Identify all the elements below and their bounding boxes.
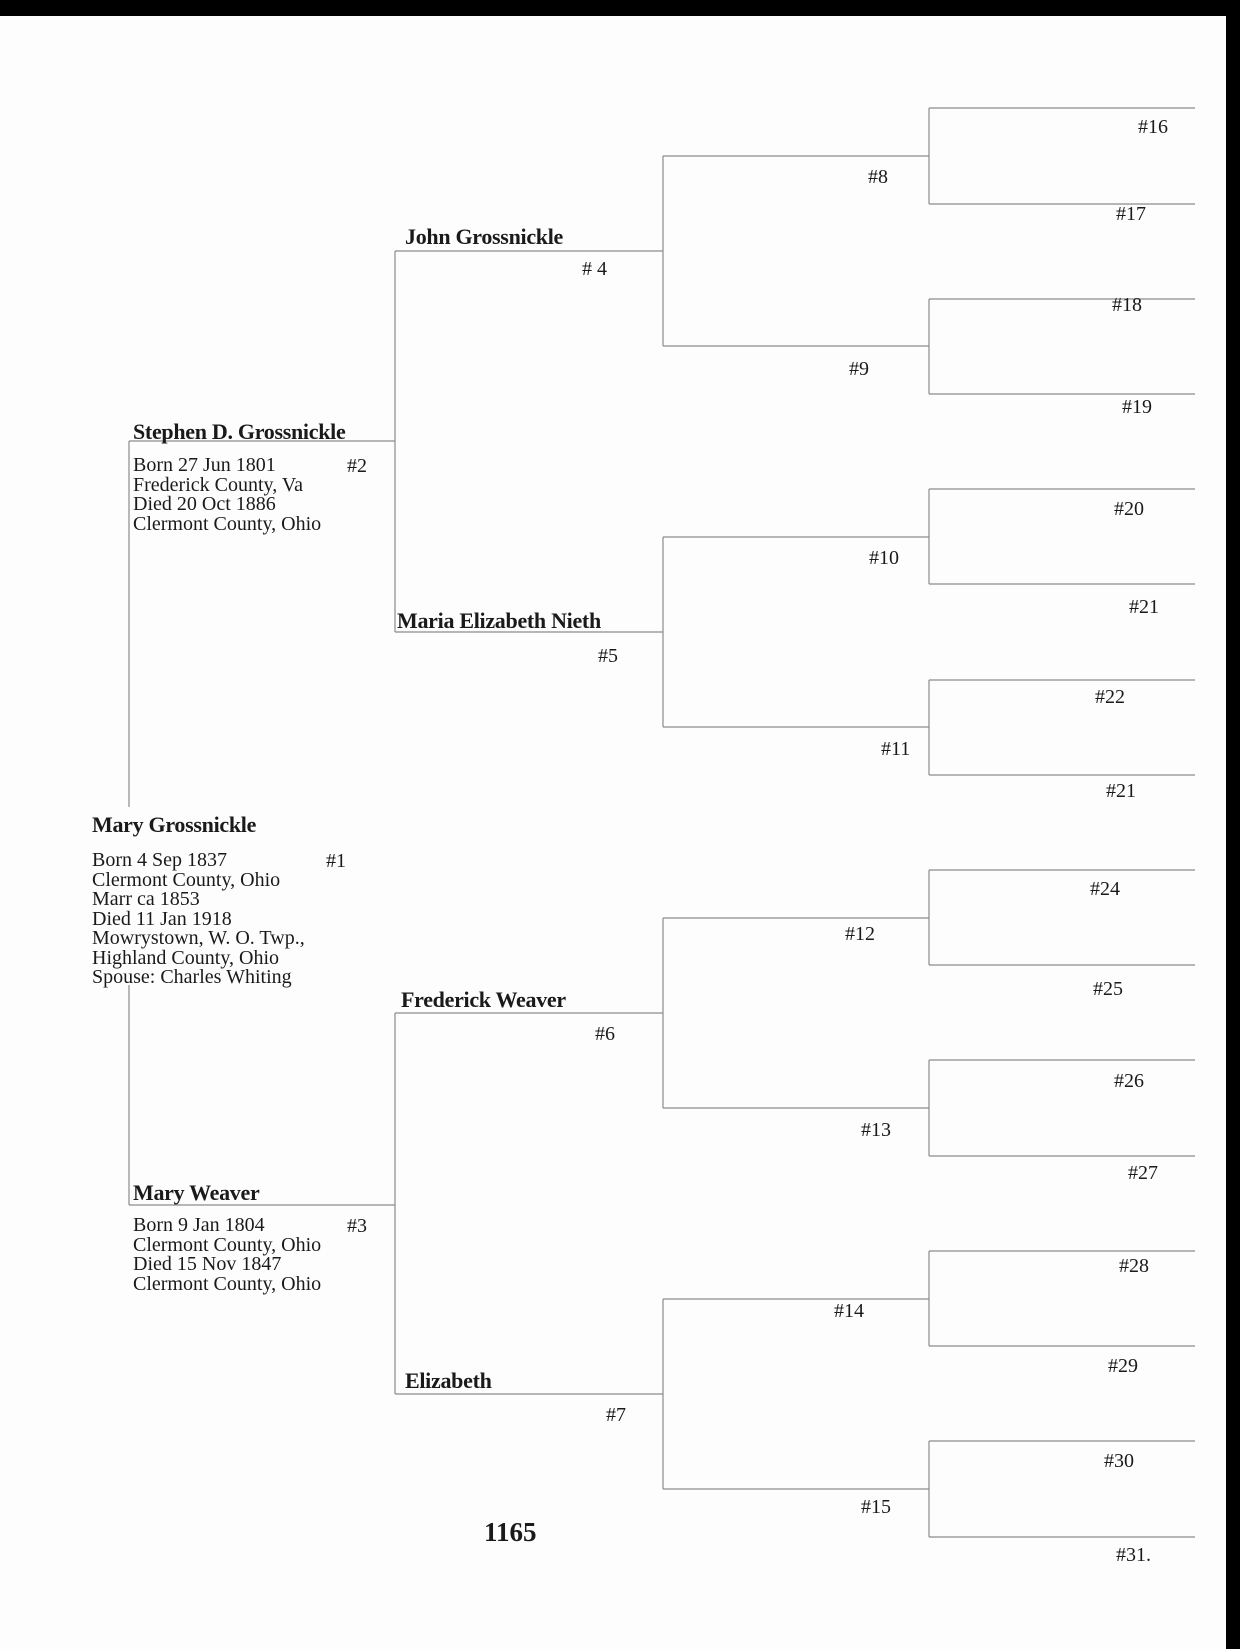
person-7-name: Elizabeth: [405, 1368, 492, 1393]
person-24-number: #24: [1090, 878, 1120, 900]
person-15-number: #15: [861, 1496, 891, 1518]
person-19-number: #19: [1122, 396, 1152, 418]
person-1-detail: Clermont County, Ohio: [92, 868, 281, 891]
person-1-detail: Marr ca 1853: [92, 888, 200, 910]
person-18-number: #18: [1112, 294, 1142, 316]
person-3-detail: Born 9 Jan 1804: [133, 1214, 265, 1236]
person-12-number: #12: [845, 923, 875, 945]
person-14-number: #14: [834, 1300, 864, 1322]
person-2-detail: Born 27 Jun 1801: [133, 454, 276, 476]
person-17-number: #17: [1116, 203, 1146, 225]
person-2-detail: Clermont County, Ohio: [133, 512, 322, 535]
person-5-number: #5: [598, 645, 618, 667]
person-25-number: #25: [1093, 978, 1123, 1000]
person-3-number: #3: [347, 1215, 367, 1237]
person-2-number: #2: [347, 455, 367, 477]
person-2-name: Stephen D. Grossnickle: [133, 419, 346, 444]
person-20-number: #20: [1114, 498, 1144, 520]
person-3-detail: Clermont County, Ohio: [133, 1272, 322, 1295]
person-3-name: Mary Weaver: [133, 1180, 260, 1205]
person-1-detail: Mowrystown, W. O. Twp.,: [92, 927, 305, 949]
person-3-detail: Died 15 Nov 1847: [133, 1253, 282, 1275]
person-4-number: # 4: [582, 258, 607, 280]
person-5-name: Maria Elizabeth Nieth: [397, 608, 601, 633]
person-1-detail: Highland County, Ohio: [92, 946, 280, 969]
person-4-name: John Grossnickle: [405, 224, 563, 249]
person-29-number: #29: [1108, 1355, 1138, 1377]
person-11-number: #11: [881, 738, 911, 760]
person-2-detail: Died 20 Oct 1886: [133, 493, 276, 515]
person-1-detail: Spouse: Charles Whiting: [92, 966, 292, 988]
person-8-number: #8: [868, 166, 888, 188]
person-23-number: #21: [1106, 780, 1136, 802]
person-27-number: #27: [1128, 1162, 1158, 1184]
person-2-details: [133, 456, 321, 534]
person-1-detail: Born 4 Sep 1837: [92, 849, 227, 871]
person-22-number: #22: [1095, 686, 1125, 708]
person-28-number: #28: [1119, 1255, 1149, 1277]
person-2-detail: Frederick County, Va: [133, 473, 303, 496]
person-1-detail: Died 11 Jan 1918: [92, 907, 232, 930]
person-31-number: #31.: [1116, 1544, 1151, 1566]
person-13-number: #13: [861, 1119, 891, 1141]
person-3-details: [133, 1216, 321, 1294]
person-1-name: Mary Grossnickle: [92, 812, 257, 837]
person-1-details: [92, 851, 305, 988]
person-1-number: #1: [326, 850, 346, 872]
person-30-number: #30: [1104, 1450, 1134, 1472]
person-26-number: #26: [1114, 1070, 1144, 1092]
person-16-number: #16: [1138, 116, 1168, 138]
person-21-number: #21: [1129, 596, 1159, 618]
page-number: 1165: [484, 1517, 537, 1547]
person-7-number: #7: [606, 1404, 626, 1426]
person-10-number: #10: [869, 547, 899, 569]
person-6-number: #6: [595, 1023, 615, 1045]
person-9-number: #9: [849, 358, 869, 380]
person-3-detail: Clermont County, Ohio: [133, 1233, 322, 1256]
person-6-name: Frederick Weaver: [401, 987, 566, 1012]
